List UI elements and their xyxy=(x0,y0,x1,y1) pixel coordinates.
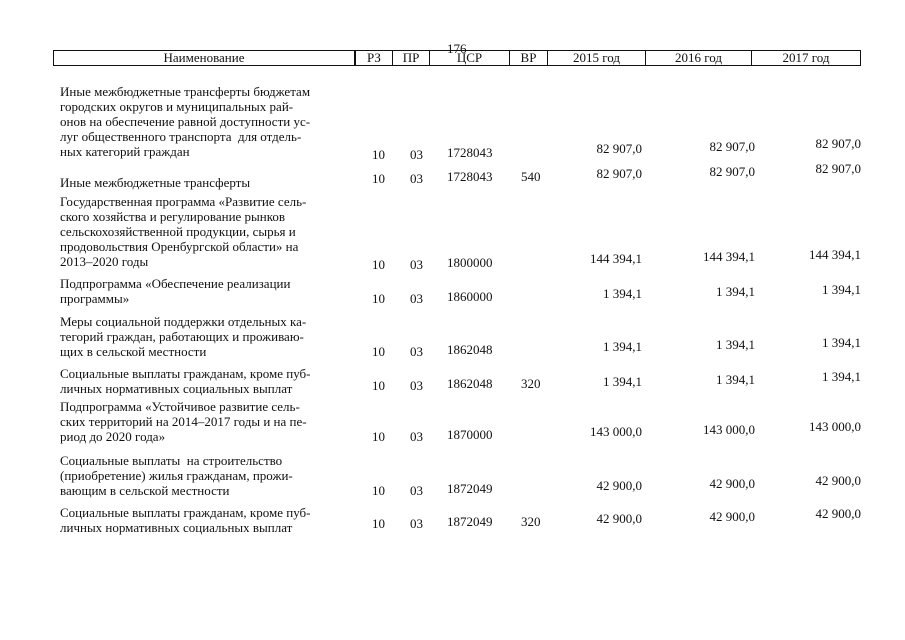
row-value-2015: 1 394,1 xyxy=(603,339,642,354)
header-vr: ВР xyxy=(509,50,548,66)
row-name: Социальные выплаты гражданам, кроме пуб- личных нормативных социальных выплат xyxy=(60,366,311,396)
row-vr: 320 xyxy=(521,514,541,529)
row-pr: 03 xyxy=(410,257,423,272)
row-pr: 03 xyxy=(410,429,423,444)
row-pr: 03 xyxy=(410,516,423,531)
row-pr: 03 xyxy=(410,171,423,186)
row-value-2016: 144 394,1 xyxy=(703,249,755,264)
row-csr: 1872049 xyxy=(447,481,493,496)
row-rz: 10 xyxy=(372,291,385,306)
row-value-2017: 144 394,1 xyxy=(809,247,861,262)
row-value-2016: 1 394,1 xyxy=(716,337,755,352)
row-rz: 10 xyxy=(372,257,385,272)
row-value-2015: 42 900,0 xyxy=(596,511,642,526)
row-value-2016: 1 394,1 xyxy=(716,372,755,387)
row-name: Социальные выплаты на строительство (приобретение) жилья гражданам, прожи- вающим в сельской местности xyxy=(60,453,293,498)
row-value-2016: 42 900,0 xyxy=(709,476,755,491)
row-rz: 10 xyxy=(372,344,385,359)
header-rz: РЗ xyxy=(355,50,393,66)
row-value-2015: 144 394,1 xyxy=(590,251,642,266)
row-rz: 10 xyxy=(372,429,385,444)
row-csr: 1862048 xyxy=(447,376,493,391)
row-name: Иные межбюджетные трансферты xyxy=(60,175,251,190)
row-csr: 1728043 xyxy=(447,169,493,184)
row-pr: 03 xyxy=(410,378,423,393)
row-name: Социальные выплаты гражданам, кроме пуб- личных нормативных социальных выплат xyxy=(60,505,311,535)
row-value-2017: 1 394,1 xyxy=(822,369,861,384)
header-csr: ЦСР xyxy=(429,50,510,66)
row-value-2015: 143 000,0 xyxy=(590,424,642,439)
row-csr: 1860000 xyxy=(447,289,493,304)
row-value-2017: 143 000,0 xyxy=(809,419,861,434)
row-csr: 1872049 xyxy=(447,514,493,529)
row-value-2015: 1 394,1 xyxy=(603,286,642,301)
row-value-2016: 82 907,0 xyxy=(709,139,755,154)
row-value-2017: 1 394,1 xyxy=(822,335,861,350)
row-value-2015: 42 900,0 xyxy=(596,478,642,493)
row-vr: 540 xyxy=(521,169,541,184)
row-rz: 10 xyxy=(372,516,385,531)
row-value-2016: 143 000,0 xyxy=(703,422,755,437)
header-name: Наименование xyxy=(53,50,355,66)
row-csr: 1862048 xyxy=(447,342,493,357)
header-pr: ПР xyxy=(392,50,430,66)
row-name: Подпрограмма «Устойчивое развитие сель- ских территорий на 2014–2017 годы и на пе- риод до 2020 года» xyxy=(60,399,307,444)
row-value-2017: 1 394,1 xyxy=(822,282,861,297)
row-value-2017: 42 900,0 xyxy=(815,473,861,488)
row-rz: 10 xyxy=(372,171,385,186)
row-value-2015: 82 907,0 xyxy=(596,141,642,156)
row-csr: 1800000 xyxy=(447,255,493,270)
row-value-2015: 82 907,0 xyxy=(596,166,642,181)
row-value-2016: 82 907,0 xyxy=(709,164,755,179)
row-name: Меры социальной поддержки отдельных ка- тегорий граждан, работающих и проживаю- щих в сельской местности xyxy=(60,314,307,359)
row-rz: 10 xyxy=(372,147,385,162)
row-value-2015: 1 394,1 xyxy=(603,374,642,389)
row-pr: 03 xyxy=(410,147,423,162)
row-name: Государственная программа «Развитие сель- ского хозяйства и регулирование рынков сельскохозяйственной продукции, сырья и продовольствия Оренбургской области» на 2013–2020 годы xyxy=(60,194,307,269)
row-vr: 320 xyxy=(521,376,541,391)
row-value-2016: 42 900,0 xyxy=(709,509,755,524)
header-2017: 2017 год xyxy=(751,50,861,66)
row-rz: 10 xyxy=(372,378,385,393)
header-2015: 2015 год xyxy=(547,50,646,66)
row-rz: 10 xyxy=(372,483,385,498)
row-csr: 1870000 xyxy=(447,427,493,442)
page-number: 176 xyxy=(447,41,467,56)
row-pr: 03 xyxy=(410,291,423,306)
row-pr: 03 xyxy=(410,483,423,498)
row-value-2017: 82 907,0 xyxy=(815,136,861,151)
row-name: Иные межбюджетные трансферты бюджетам городских округов и муниципальных рай- онов на обеспечение равной доступности ус- луг общественного транспорта для отдель- ных категорий граждан xyxy=(60,84,311,159)
row-name: Подпрограмма «Обеспечение реализации программы» xyxy=(60,276,291,306)
row-value-2017: 42 900,0 xyxy=(815,506,861,521)
row-value-2017: 82 907,0 xyxy=(815,161,861,176)
row-csr: 1728043 xyxy=(447,145,493,160)
row-value-2016: 1 394,1 xyxy=(716,284,755,299)
row-pr: 03 xyxy=(410,344,423,359)
header-2016: 2016 год xyxy=(645,50,752,66)
